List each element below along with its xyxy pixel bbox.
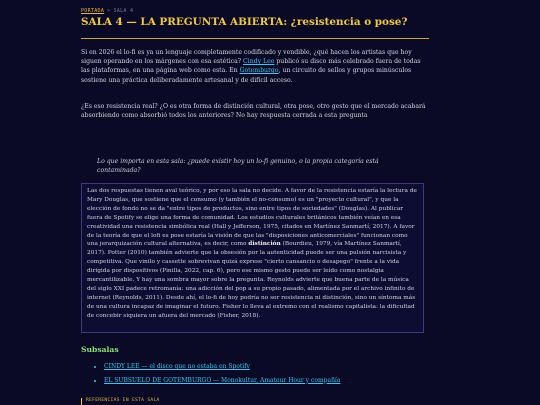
breadcrumb-separator: > (107, 8, 111, 14)
theory-box-text (87, 187, 418, 321)
intro-text-2: publicó su disco más celebrado fuera de todas las plataformas, en una página web como esta. En (81, 58, 421, 75)
theory-text-before: Las dos respuestas tienen aval teórico, y por eso la sala no decide. A favor de la resistencia estaría la lectura de Mary Douglas, que sostiene que el consumo (y también el no-consumo) es un "proyecto cultural", y que la elección de fondo no se da "entre tipos de productos, sino entre tipos de sociedades" (Douglas). Al publicar fuera de Spotify se elige una forma de comunidad. Los estudios culturales británicos también veían en esa creatividad una resistencia simbólica real (Hall y Jefferson, 1975, citados en Martínez Sanmartí, 2017). A favor de la teoría de que el lofi es pose estaría la visión de que las "disposiciones anticomerciales" funcionan como una jerarquización cultural alternativa, es decir, como (87, 188, 417, 248)
references-heading: REFERENCIAS EN ESTA SALA (86, 398, 160, 403)
subsala-cindy-lee-link[interactable]: CINDY LEE — el disco que no estaba en Spotify (104, 363, 250, 370)
breadcrumb-current: SALA 4 (113, 8, 134, 14)
intro-paragraph (81, 48, 431, 85)
intro-text-3: , un circuito de sellos y grupos minúsculos sostiene una práctica deliberadamente artesanal y de difícil acceso. (81, 67, 412, 84)
subsalas-heading: Subsalas (81, 345, 119, 354)
question-paragraph: ¿Es eso resistencia real? ¿O es otra forma de distinción cultural, otra pose, otro gesto que el mercado acabará absorbiendo como absorbió todos los anteriores? No hay respuesta cerrada a esta pregunta (81, 103, 426, 120)
breadcrumb (81, 8, 133, 14)
subsalas-list (81, 360, 434, 387)
theory-text-after: (Bourdieu, 1979, vía Martínez Sanmartí, 2017). Potter (2010) también advierte que la obsesión por la autenticidad puede ser una pulsión narcisista y competitiva. Que vinilo y cassette sobrevivan quizá exprese "cierto cansancio o desapego" frente a la vida dirigida por dispositivos (Pinilla, 2022, cap. 6), pero ese mismo gesto puede ser leído como nostalgia mercantilizable. Y hay una sombra mayor sobre la pregunta. Reynolds advierte que buena parte de la música del siglo XXI padece retromanía: una adicción del pop a su propio pasado, alimentada por el archivo infinito de internet (Reynolds, 2011). Desde ahí, el lo-fi de hoy podría no ser resistencia ni distinción, sino un síntoma más de una cultura incapaz de imaginar el futuro. Fisher lo lleva al extremo con el realismo capitalista: la dificultad de concebir siquiera un afuera del mercado (Fisher, 2018). (87, 241, 416, 319)
intro-text-1: Si en 2026 el lo-fi es ya un lenguaje completamente codificado y vendible, ¿qué hacen los artistas que hoy siguen operando en los márgenes con esa estética? (81, 49, 412, 66)
theory-bold-term: distinción (248, 241, 281, 248)
subsala-gotemburgo-link[interactable]: EL SUBSUELO DE GOTEMBURGO — Monokultur, Amateur Hour y compañía (104, 376, 341, 384)
theory-box (81, 183, 424, 333)
gotemburgo-link[interactable]: Gotemburgo (239, 67, 279, 75)
key-question-quote: Lo que importa en esta sala: ¿puede existir hoy un lo-fi genuino, o la propia categoría está contaminada? (97, 158, 379, 175)
title-divider (81, 38, 429, 39)
breadcrumb-home-link[interactable]: PORTADA (81, 8, 105, 14)
list-item (104, 374, 434, 388)
list-item (104, 360, 434, 374)
cindy-lee-link[interactable]: Cindy Lee (243, 58, 275, 66)
references-accent-bar (81, 398, 82, 405)
page-title: SALA 4 — LA PREGUNTA ABIERTA: ¿resistencia o pose? (81, 16, 408, 28)
